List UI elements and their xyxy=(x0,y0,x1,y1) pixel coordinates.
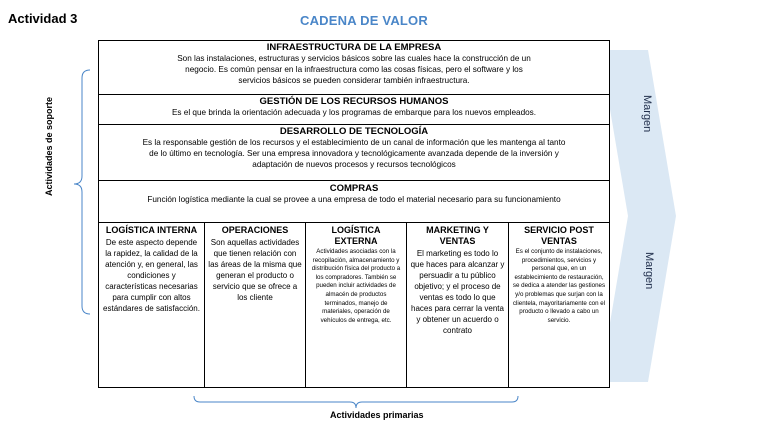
diagram-title: CADENA DE VALOR xyxy=(300,13,428,28)
support-text-line: servicios básicos se pueden considerar también infraestructura. xyxy=(238,76,470,86)
support-text-line: de lo último en tecnología. Ser una empresa innovadora y tecnológicamente avanzada depende de la inversión y xyxy=(149,149,559,159)
primary-outbound-logistics xyxy=(306,223,407,387)
primary-title: LOGÍSTICA INTERNA xyxy=(105,225,198,235)
primary-text: Son aquellas actividades que tienen relación con las áreas de la misma que generan el producto o servicio que se ofrece a los cliente xyxy=(208,238,302,302)
value-chain-frame xyxy=(98,40,610,388)
primary-text: De este aspecto depende la rapidez, la calidad de la atención y, en general, las condiciones y características necesarias para cumplir con altos estándares de satisfacción. xyxy=(103,238,200,313)
support-technology xyxy=(99,125,609,181)
primary-activities xyxy=(99,223,609,387)
primary-text: Es el conjunto de instalaciones, procedimientos, servicios y personal que, en un establecimiento de restauración, se dedica a atender las gestiones y/o problemas que surjan con la clientela, mayoritariamente con el producto o llevado a cabo un servicio. xyxy=(512,248,606,324)
primary-title: MARKETING Y VENTAS xyxy=(426,225,489,246)
activity-label: Actividad 3 xyxy=(8,11,78,26)
primary-text: Actividades asociadas con la recopilación, almacenamiento y distribución física del producto a los compradores. También se pueden incluir actividades de almacén de productos terminados, manejo de materiales, operación de vehículos de entrega, etc. xyxy=(311,248,401,324)
support-text-line: Es el que brinda la orientación adecuada y los programas de embarque para los nuevos empleados. xyxy=(171,108,537,117)
support-text-line: negocio. Es común pensar en la infraestructura como las cosas físicas, pero el software y los xyxy=(185,65,523,75)
primary-activities-label: Actividades primarias xyxy=(330,410,424,420)
support-title: COMPRAS xyxy=(329,183,379,194)
margin-label-top: Margen xyxy=(641,95,653,133)
primary-title: SERVICIO POST VENTAS xyxy=(524,225,594,246)
support-infrastructure xyxy=(99,41,609,95)
primary-title: OPERACIONES xyxy=(221,225,289,235)
primary-marketing-sales xyxy=(407,223,509,387)
support-text-line: Son las instalaciones, estructuras y servicios básicos sobre las cuales hace la construcción de un xyxy=(177,54,531,63)
support-activities-label: Actividades de soporte xyxy=(44,96,54,196)
primary-title: LOGÍSTICA EXTERNA xyxy=(331,225,381,246)
support-title: INFRAESTRUCTURA DE LA EMPRESA xyxy=(266,42,442,53)
support-text-line: Es la responsable gestión de los recursos y el establecimiento de un canal de información que les mantenga al tanto xyxy=(142,138,566,147)
support-text-line: adaptación de nuevos procesos y recursos tecnológicos xyxy=(252,160,456,170)
support-title: DESARROLLO DE TECNOLOGÍA xyxy=(279,126,429,137)
primary-operations xyxy=(205,223,306,387)
support-procurement xyxy=(99,181,609,223)
support-human-resources xyxy=(99,95,609,125)
primary-after-sales-service xyxy=(509,223,609,387)
primary-text: El marketing es todo lo que haces para alcanzar y persuadir a tu público objetivo; y el proceso de ventas es todo lo que haces para cerrar la venta y obtener un acuerdo o contrato xyxy=(410,249,505,335)
margin-label-bottom: Margen xyxy=(643,252,655,290)
support-text-line: Función logística mediante la cual se provee a una empresa de todo el material necesario para su funcionamiento xyxy=(147,195,561,204)
primary-inbound-logistics xyxy=(99,223,205,387)
support-title: GESTIÓN DE LOS RECURSOS HUMANOS xyxy=(259,96,449,107)
